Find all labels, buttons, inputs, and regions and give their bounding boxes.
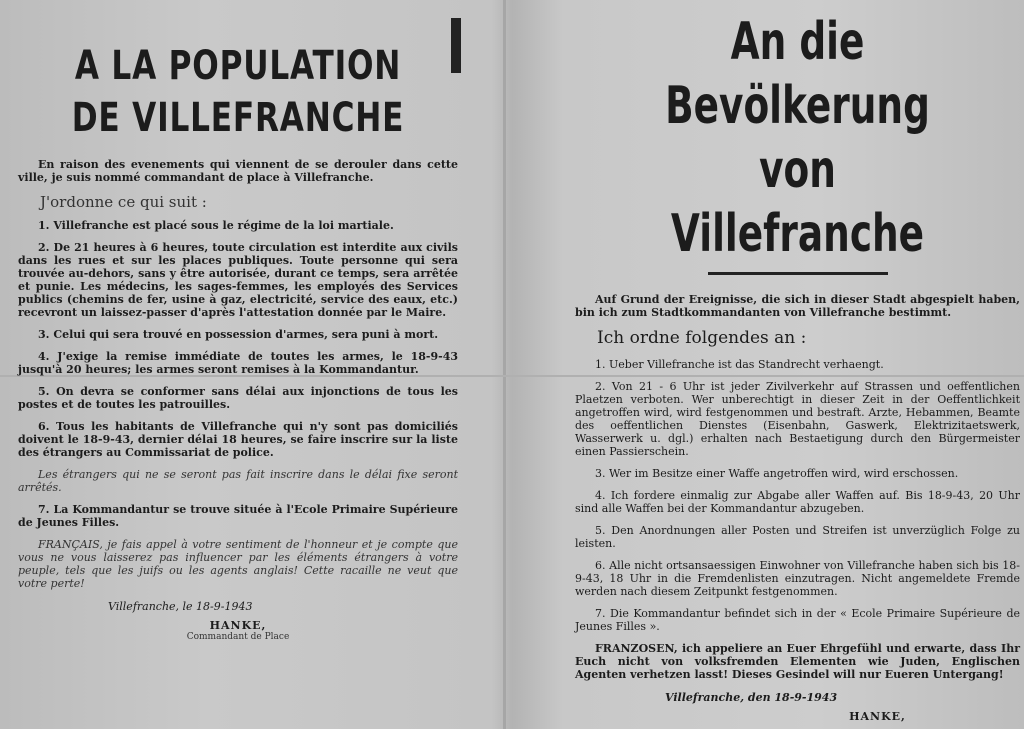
german-title-line2: von Villefranche (670, 140, 925, 264)
french-intro: En raison des evenements qui viennent de se derouler dans cette ville, je suis nommé commandant de place à Villefranche. (18, 158, 458, 184)
french-item-6-note: Les étrangers qui ne se seront pas fait inscrire dans le délai fixe seront arrêtés. (18, 468, 458, 494)
french-signature: HANKE, (209, 619, 267, 632)
french-signature-title: Commandant de Place (186, 632, 290, 642)
german-item-7: 7. Die Kommandantur befindet sich in der « Ecole Primaire Supérieure de Jeunes Filles ». (575, 607, 1020, 633)
german-item-6: 6. Alle nicht ortsansaessigen Einwohner von Villefranche haben sich bis 18-9-43, 18 Uhr in die Fremdenlisten einzutragen. Nicht angemeldete Fremde werden nach diesem Zeitpunkt festgenommen. (575, 559, 1020, 598)
french-date: Villefranche, le 18-9-1943 (108, 600, 253, 613)
german-item-4: 4. Ich fordere einmalig zur Abgabe aller Waffen auf. Bis 18-9-43, 20 Uhr sind alle Waffen bei der Kommandantur abzugeben. (575, 489, 1020, 515)
french-column (18, 40, 458, 642)
french-ordonne: J'ordonne ce qui suit : (40, 193, 207, 211)
vertical-fold (503, 0, 506, 729)
french-item-6: 6. Tous les habitants de Villefranche qui n'y sont pas domiciliés doivent le 18-9-43, dernier délai 18 heures, se faire inscrire sur la liste des étrangers au Commissariat de police. (18, 420, 458, 459)
german-date: Villefranche, den 18-9-1943 (665, 691, 838, 704)
french-title-line2: DE VILLEFRANCHE (71, 95, 405, 141)
german-item-3: 3. Wer im Besitze einer Waffe angetroffen wird, wird erschossen. (595, 467, 959, 480)
french-item-4: 4. J'exige la remise immédiate de toutes les armes, le 18-9-43 jusqu'à 20 heures; les armes seront remises à la Kommandantur. (18, 350, 458, 376)
german-item-2: 2. Von 21 - 6 Uhr ist jeder Zivilverkehr auf Strassen und oeffentlichen Plaetzen verboten. Wer unberechtigt in dieser Zeit in der Oeffentlichkeit angetroffen wird, wird festgenommen und bestraft. Arzte, Hebammen, Beamte des oeffentlichen Dienstes (Eisenbahn, Gaswerk, Elektrizitaetswerk, Wasserwerk u. dgl.) erhalten nach Bestaetigung durch den Bürgermeister einen Passierschein. (575, 380, 1020, 458)
french-item-2: 2. De 21 heures à 6 heures, toute circulation est interdite aux civils dans les rues et sur les places publiques. Toute personne qui sera trouvée au-dehors, sans y être autorisée, durant ce temps, sera arrêtée et punie. Les médecins, les sages-femmes, les employés des Services publics (chemins de fer, usine à gaz, electricité, service des eaux, etc.) recevront un laissez-passer d'après l'attestation donnée par le Maire. (18, 241, 458, 319)
german-appeal: FRANZOSEN, ich appeliere an Euer Ehrgefühl und erwarte, dass Ihr Euch nicht von volksfremden Elementen wie Juden, Englischen Agenten verhetzen lasst! Dieses Gesindel will nur Eueren Untergang! (575, 642, 1020, 681)
german-title-line1: An die Bevölkerung (665, 12, 930, 136)
title-rule (708, 272, 888, 275)
german-item-5: 5. Den Anordnungen aller Posten und Streifen ist unverzüglich Folge zu leisten. (575, 524, 1020, 550)
german-item-1: 1. Ueber Villefranche ist das Standrecht verhaengt. (595, 358, 884, 371)
french-appeal: FRANÇAIS, je fais appel à votre sentiment de l'honneur et je compte que vous ne vous laisserez pas influencer par les éléments étrangers à votre peuple, tels que les juifs ou les agents anglais! Cette racaille ne veut que votre perte! (18, 538, 458, 590)
german-ordne: Ich ordne folgendes an : (597, 328, 807, 348)
french-item-3: 3. Celui qui sera trouvé en possession d'armes, sera puni à mort. (38, 328, 439, 341)
french-title-line1: A LA POPULATION (74, 43, 402, 89)
german-intro: Auf Grund der Ereignisse, die sich in dieser Stadt abgespielt haben, bin ich zum Stadtkommandanten von Villefranche bestimmt. (575, 293, 1020, 319)
french-item-5: 5. On devra se conformer sans délai aux injonctions de tous les postes et de toutes les patrouilles. (18, 385, 458, 411)
german-signature: HANKE, (849, 710, 906, 723)
french-item-1: 1. Villefranche est placé sous le régime de la loi martiale. (38, 219, 394, 232)
german-column (575, 10, 1020, 723)
french-item-7: 7. La Kommandantur se trouve située à l'Ecole Primaire Supérieure de Jeunes Filles. (18, 503, 458, 529)
